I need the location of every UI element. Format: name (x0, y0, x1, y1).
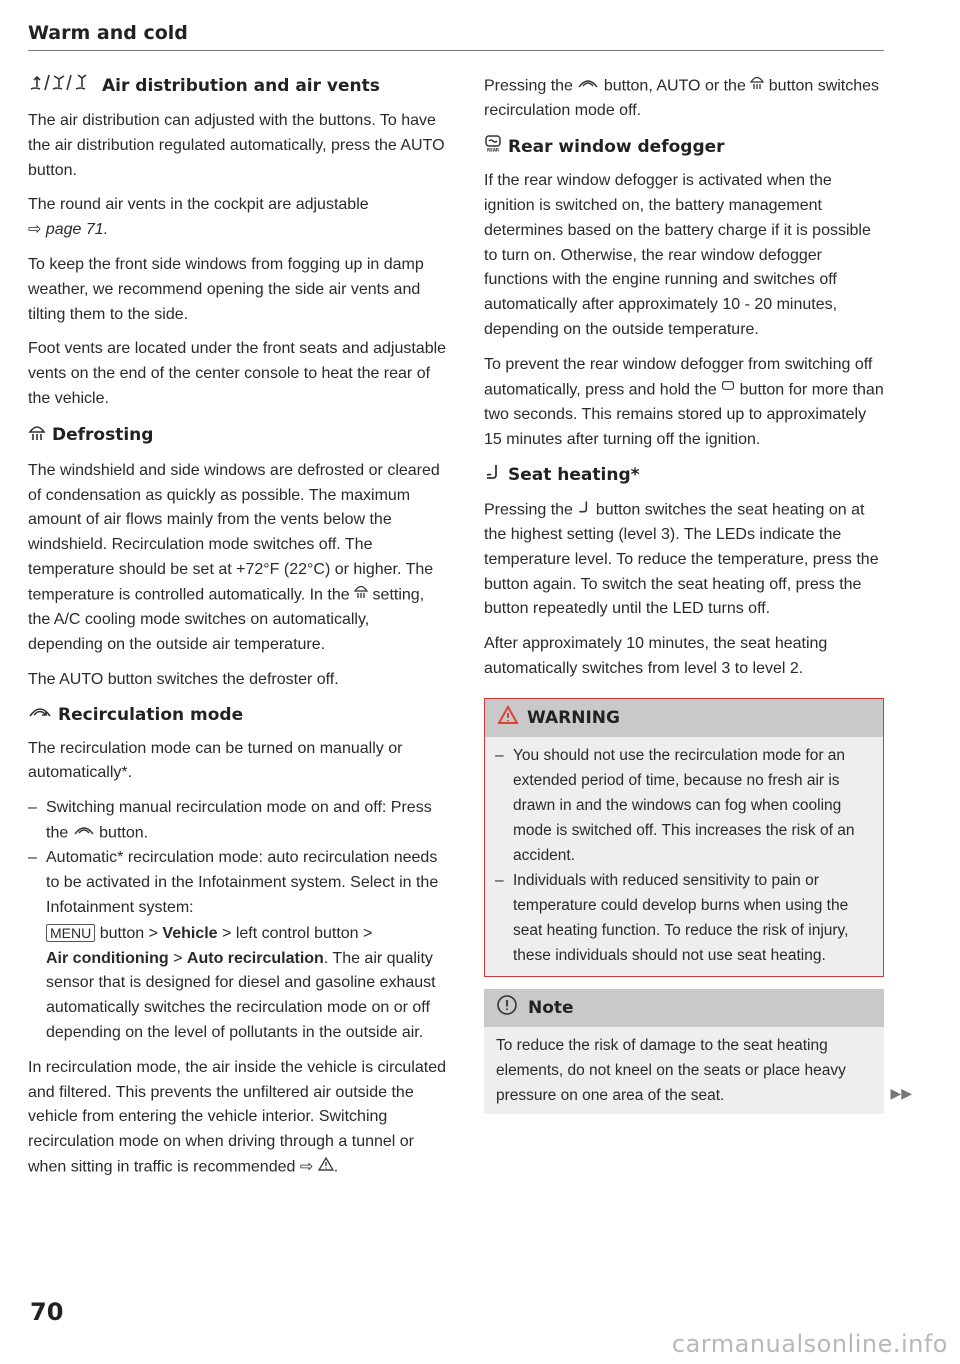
text: In recirculation mode, the air inside the vehicle is circulated and filtered. This prevents the unfiltered air outside the vehicle from entering the vehicle interior. Switching recirculation mode on when driving through a tunnel or when sitting in traffic is recommended (28, 1058, 446, 1176)
paragraph (28, 459, 448, 658)
recirculation-icon (73, 821, 95, 846)
warning-triangle-icon (318, 1155, 334, 1180)
section-heading-text: Defrosting (52, 425, 154, 446)
section-heading-text: Recirculation mode (58, 704, 244, 725)
watermark: carmanualsonline.info (671, 1330, 948, 1358)
list-item (28, 796, 448, 846)
seat-heating-icon (577, 498, 591, 523)
info-circle-icon (496, 994, 518, 1021)
text: The windshield and side windows are defrosted or cleared of condensation as quickly as possible. The maximum amount of air flows mainly from the vents below the windshield. Recirculation mode switches off. The temperature should be set at +72°F (22°C) or higher. The temperature is controlled automatically. In the (28, 461, 440, 604)
rear-defogger-icon (721, 378, 735, 403)
text: button. (99, 824, 149, 842)
recirculation-icon (577, 74, 599, 99)
continue-arrow-icon: ▶▶ (890, 1084, 912, 1101)
paragraph: If the rear window defogger is activated when the ignition is switched on, the battery management determines based on the battery charge if it is possible to turn on. Otherwise, the rear window defogger functions with the engine running and switches off automatically after approximately 10 - 20 minutes, depending on the outside temperature. (484, 172, 871, 339)
note-body (484, 1027, 912, 1114)
header-rule (28, 50, 884, 51)
menu-path-air-conditioning: Air conditioning (46, 949, 169, 967)
max-defrost-icon (750, 74, 764, 99)
text: button for more than two seconds. This remains stored up to approximately 15 minutes after turning off the ignition. (484, 381, 884, 448)
section-heading-air-distribution (28, 72, 448, 99)
note-header (484, 989, 884, 1027)
section-heading-rear-defogger (484, 134, 884, 159)
paragraph: The recirculation mode can be turned on manually or automatically*. (28, 739, 403, 782)
warning-item: – You should not use the recirculation mode for an extended period of time, because no fresh air is drawn in and the windows can fog when cooling mode is switched off. This increases the risk of an accident. (495, 743, 869, 868)
text: Switching manual recirculation mode on and off: Press the (46, 799, 432, 842)
list-item (28, 846, 448, 1045)
menu-key: MENU (46, 924, 95, 942)
paragraph: In recirculation mode, the air inside the vehicle is circulated and filtered. This prevents the unfiltered air outside the vehicle from entering the vehicle interior. Switching recirculation mode on when driving through a tunnel or when sitting in traffic is recommended ⇨ . (28, 1056, 448, 1181)
recirculation-icon (28, 703, 52, 727)
text: To prevent the rear window defogger from switching off automatically, press and hold the (484, 355, 873, 399)
warning-list (495, 743, 869, 968)
section-heading-text: Rear window defogger (508, 136, 725, 157)
paragraph: After approximately 10 minutes, the seat heating automatically switches from level 3 to level 2. (484, 635, 828, 678)
text: . The air quality sensor that is designed for diesel and gasoline exhaust automatically switches the recirculation mode on or off depending on the level of pollutants in the outside air. (46, 949, 436, 1041)
text: Automatic* recirculation mode: auto recirculation needs to be activated in the Infotainment system. Select in the Infotainment system: (46, 849, 439, 916)
text: The round air vents in the cockpit are adjustable (28, 196, 369, 214)
text: button switches the seat heating on at the highest setting (level 3). The LEDs indicate the temperature level. To reduce the temperature, press the button again. To switch the seat heating off, press the button repeatedly until the LED turns off. (484, 501, 879, 618)
text: button, AUTO or the (603, 77, 746, 95)
page-number: 70 (30, 1298, 64, 1326)
text: setting, the A/C cooling mode switches on automatically, depending on the outside air temperature. (28, 586, 425, 653)
paragraph: The air distribution can adjusted with the buttons. To have the air distribution regulated automatically, press the AUTO button. (28, 112, 445, 179)
air-distribution-icons (28, 72, 96, 99)
section-heading-defrosting (28, 422, 448, 449)
right-column (484, 72, 912, 1114)
menu-path-vehicle: Vehicle (162, 924, 218, 942)
max-defrost-icon (354, 583, 368, 608)
note-title: Note (528, 997, 574, 1018)
paragraph: To keep the front side windows from fogging up in damp weather, we recommend opening the side air vents and tilting them to the side. (28, 255, 424, 323)
section-heading-text: Air distribution and air vents (102, 75, 380, 96)
note-box (484, 989, 912, 1114)
section-heading-recirculation (28, 703, 448, 727)
note-text: To reduce the risk of damage to the seat heating elements, do not kneel on the seats or place heavy pressure on one area of the seat. (496, 1036, 846, 1104)
paragraph: The AUTO button switches the defroster off. (28, 670, 339, 688)
paragraph (484, 498, 884, 623)
warning-box (484, 698, 884, 977)
warning-header (485, 699, 883, 737)
warning-item: – Individuals with reduced sensitivity to pain or temperature could develop burns when using the seat heating function. To reduce the risk of injury, these individuals should not use seat heating. (495, 868, 869, 968)
warning-triangle-icon (497, 705, 519, 730)
section-heading-seat-heating (484, 463, 884, 488)
text: > (173, 949, 183, 967)
svg-text:REAR: REAR (487, 147, 499, 153)
section-heading-text: Seat heating* (508, 465, 640, 486)
paragraph: Foot vents are located under the front seats and adjustable vents on the end of the center console to heat the rear of the vehicle. (28, 340, 447, 407)
defrost-icon (28, 422, 46, 449)
left-column (28, 72, 448, 1190)
text: Pressing the (484, 501, 573, 519)
warning-reference-link[interactable]: ⇨ (299, 1158, 314, 1176)
warning-body (485, 737, 883, 976)
recirculation-list (28, 796, 448, 1046)
rear-defogger-icon (484, 134, 502, 159)
page-header-title: Warm and cold (28, 22, 188, 44)
text: > left control button > (222, 924, 373, 942)
text: button > (99, 924, 158, 942)
text: button switches recirculation mode off. (484, 77, 880, 120)
menu-path-auto-recirculation: Auto recirculation (186, 949, 324, 967)
paragraph (484, 353, 884, 453)
warning-title: WARNING (527, 707, 620, 728)
paragraph (28, 193, 448, 243)
text: Pressing the (484, 77, 573, 95)
seat-heating-icon (484, 463, 502, 488)
paragraph (484, 74, 884, 124)
page-reference-link[interactable]: ⇨ page 71. (28, 221, 109, 239)
